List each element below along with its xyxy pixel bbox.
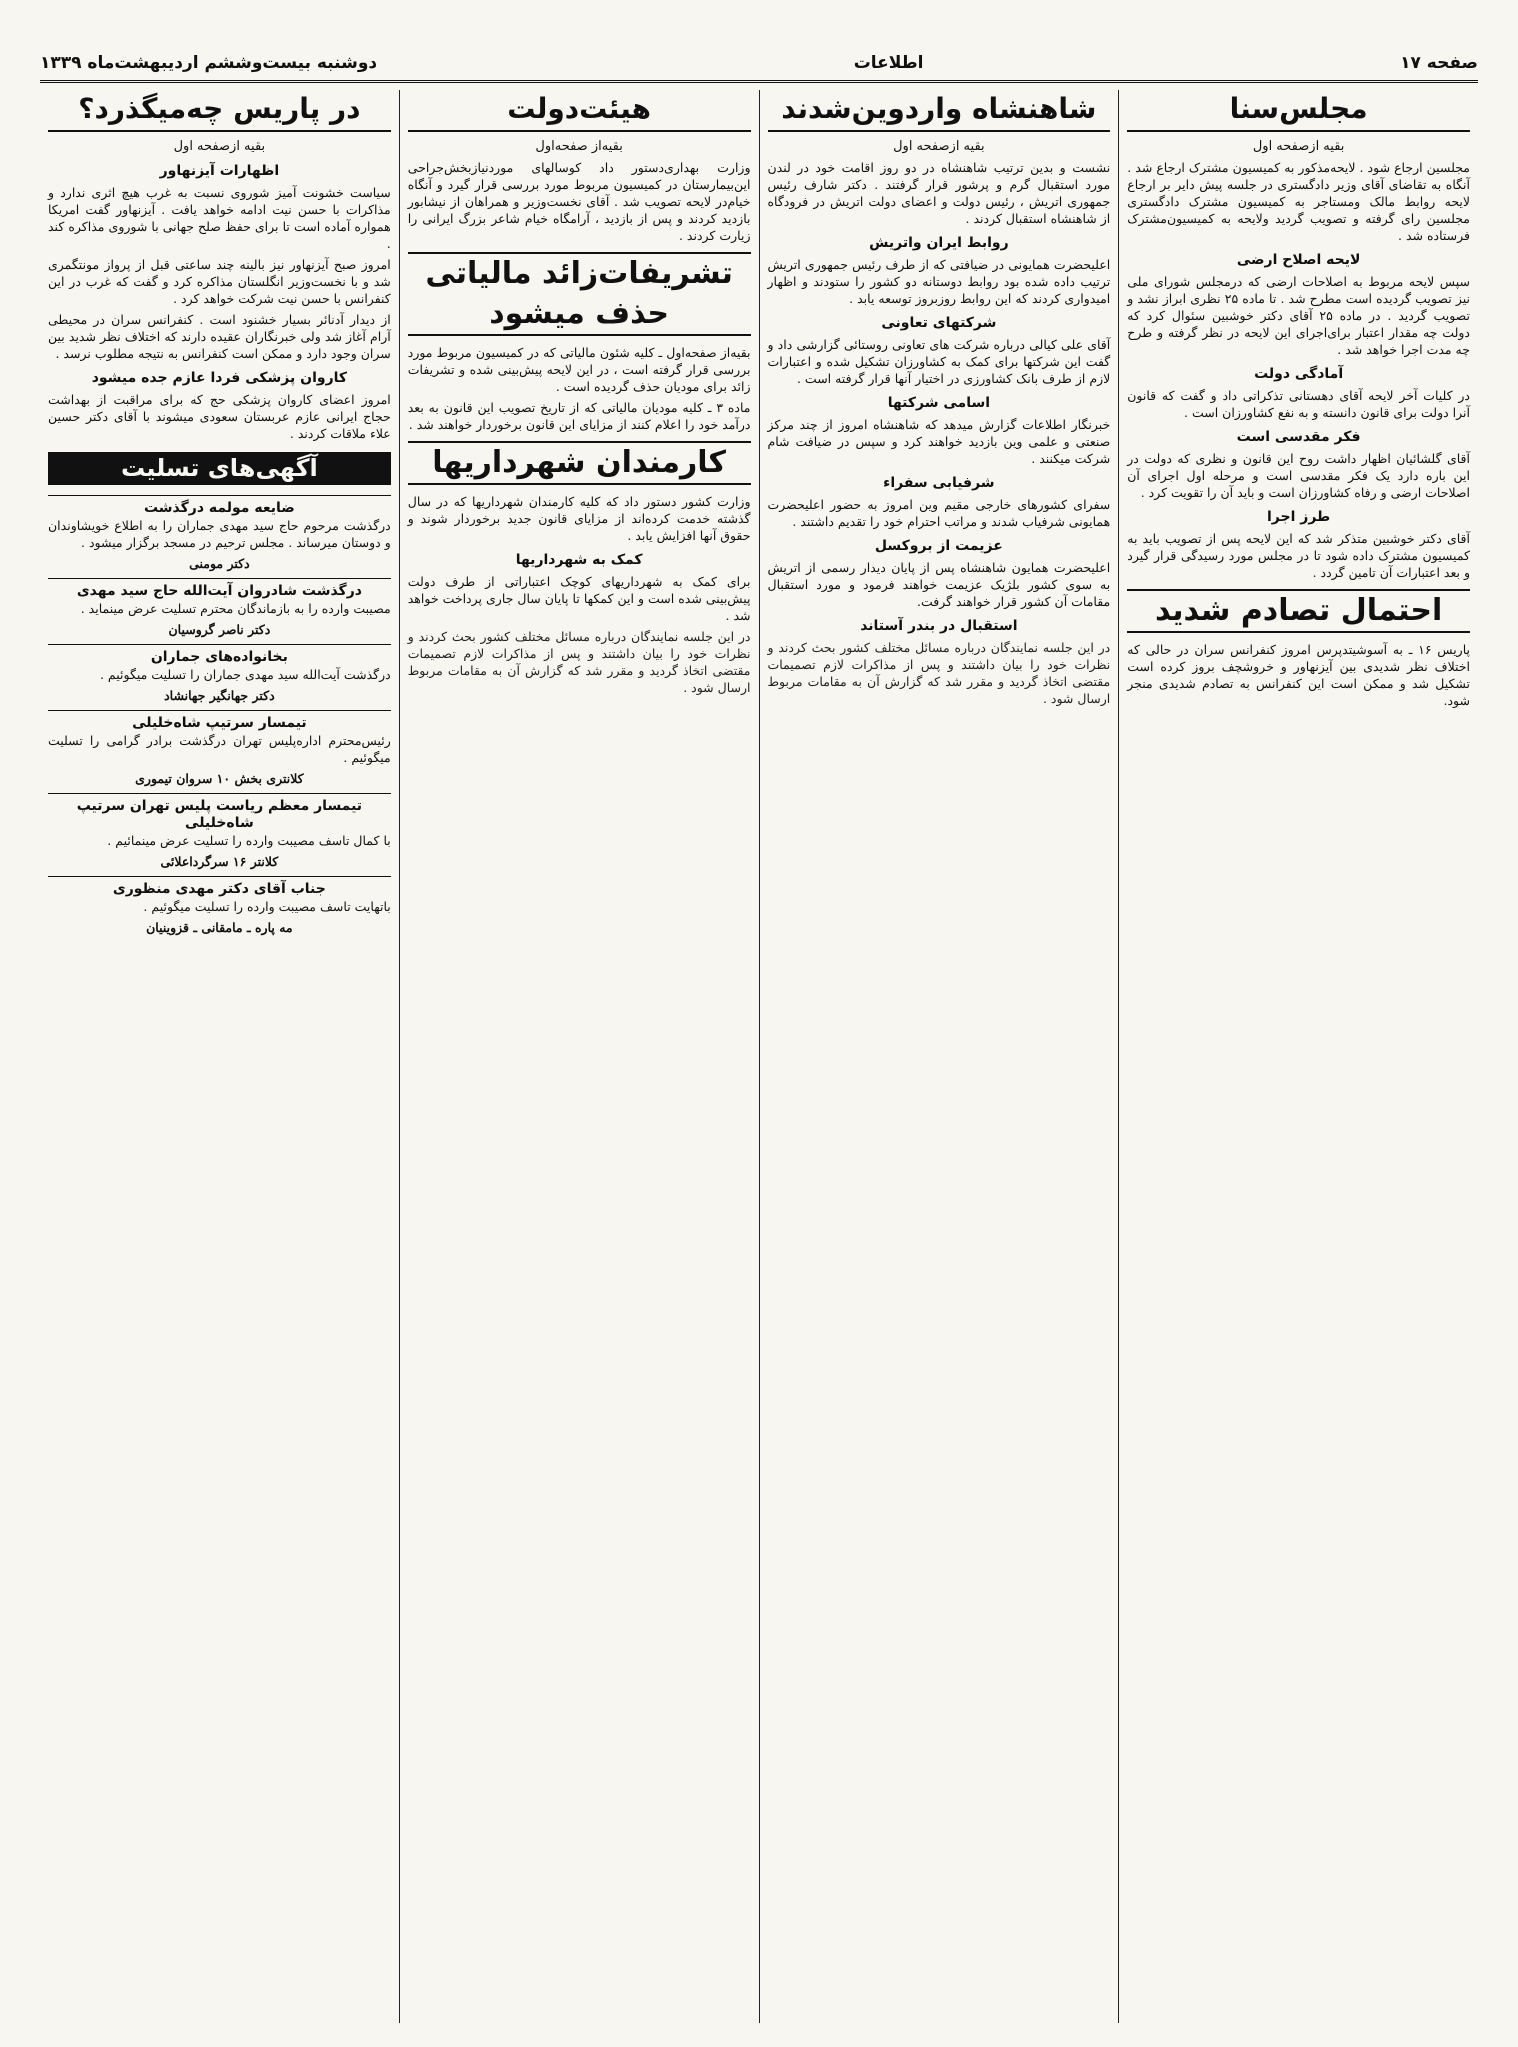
- section-heading: عزیمت از بروکسل: [874, 538, 1003, 554]
- subhead: بقیه ازصفحه اول: [893, 139, 985, 154]
- article-paragraph: ماده ۳ ـ کلیه مودیان مالیاتی که از تاریخ تصویب این قانون به بعد درآمد خود را اعلام کنند از مزایای این قانون برخوردار خواهند شد .: [407, 400, 751, 432]
- condolence-notices: [48, 495, 391, 940]
- notice-signature: کلانتر ۱۶ سرگرد‌اعلائی: [160, 854, 279, 869]
- notice-heading: بخانواده‌های جماران: [150, 649, 288, 665]
- article-paragraph: در کلیات آخر لایحه آقای دهستانی تذکراتی داد و گفت که قانون آنرا دولت برای قانون دانسته و به نفع کشاورزان است .: [1127, 388, 1470, 420]
- article-paragraph: خبرنگار اطلاعات گزارش میدهد که شاهنشاه امروز از چند مرکز صنعتی و علمی وین بازدید خواهند کرد و سپس در ضیافت شام شرکت میکنند .: [767, 417, 1111, 466]
- section-heading: روابط ایران واتریش: [869, 235, 1009, 251]
- section-heading: طرز اجرا: [1267, 509, 1331, 525]
- masthead: [40, 46, 1478, 83]
- headline-tax: تشریفات‌زائد مالیاتی حذف میشود: [408, 252, 751, 336]
- notice-signature: مه پاره ـ مامقانی ـ قزوینیان: [146, 920, 293, 935]
- article-paragraph: مجلسین ارجاع شود . لایحه‌مذکور به کمیسیون مشترک ارجاع شد . آنگاه به تقاضای آقای وزیر دادگستری در جلسه پیش دایر بر ارجاع لایحه روابط مالک ومستاجر به کمیسیون مشترک دادگستری مجلسین رای گرفته و تصویب گردید ولایحه به کمیسیون‌مشترک فرستاده شد .: [1127, 160, 1470, 243]
- condolence-notice: [48, 876, 391, 940]
- notice-text: باتهایت تاسف مصیبت وارده را تسلیت میگوئیم .: [143, 899, 391, 914]
- condolence-notice: [48, 710, 391, 791]
- article-paragraph: بقیه‌از صفحه‌اول ـ کلیه شئون مالیاتی که در کمیسیون مربوط مورد بررسی قرار گرفته است ، در این لایحه پیش‌بینی شده و تشریفات زائد برای مودیان حذف گردیده است .: [407, 345, 751, 394]
- article-paragraph: نشست و بدین ترتیب شاهنشاه در دو روز اقامت خود در لندن مورد استقبال گرم و پرشور قرار گرفتند . دکتر شارف رئیس جمهوری اتریش ، رئیس دولت و اعضای دولت اتریش در فرودگاه از شاهنشاه استقبال کردند .: [767, 160, 1111, 226]
- notice-text: درگذشت آیت‌الله سید مهدی جماران را تسلیت میگوئیم .: [99, 667, 391, 682]
- notice-heading: درگذشت شادروان آیت‌الله حاج سید مهدی: [76, 583, 362, 599]
- caravan-headline: کاروان پزشکی فردا عازم جده میشود: [91, 370, 348, 386]
- notice-heading: تیمسار معظم ریاست پلیس تهران سرتیپ شاه‌خلیلی: [76, 798, 363, 831]
- article-paragraph: امروز صبح آیزنهاور نیز بالینه چند ساعتی قبل از پرواز مونتگمری شد و با نخست‌وزیر انگلستان مذاکره کرد و گفت که غرب در این کنفرانس با حسن نیت شرکت خواهد کرد .: [48, 257, 391, 306]
- headline-municipal-workers: کارمندان شهرداریها: [408, 441, 751, 485]
- condolence-banner: آگهی‌های تسلیت: [48, 452, 391, 485]
- article-paragraph: سفرای کشورهای خارجی مقیم وین امروز به حضور اعلیحضرت همایونی شرفیاب شدند و مراتب احترام خود را تقدیم داشتند .: [767, 497, 1111, 529]
- article-paragraph: از دیدار آدنائر بسیار خشنود است . کنفرانس سران در محیطی آرام آغاز شد ولی خبرنگاران عقیده دارند که اختلاف نظر شدید بین سران وجود دارد و ممکن است کنفرانس به نتیجه مطلوب نرسد .: [48, 312, 391, 361]
- notice-heading: ضایعه مولمه درگذشت: [143, 500, 295, 516]
- notice-text: رئیس‌محترم اداره‌پلیس تهران درگذشت برادر گرامی را تسلیت میگوئیم .: [48, 733, 391, 765]
- article-paragraph: برای کمک به شهرداریهای کوچک اعتباراتی از طرف دولت پیش‌بینی شده است و این کمکها تا پایان سال جاری پرداخت خواهد شد .: [407, 574, 751, 623]
- subhead: بقیه‌از صفحه‌اول: [535, 139, 623, 154]
- notice-text: مصیبت وارده را به بازماندگان محترم تسلیت عرض مینماید .: [80, 601, 391, 616]
- notice-signature: دکتر جهانگیر جهانشاد: [164, 688, 275, 703]
- article-paragraph: اعلیحضرت همایون شاهنشاه پس از پایان دیدار رسمی از اتریش به سوی کشور بلژیک عزیمت خواهند فرمود و مورد استقبال مقامات آن کشور قرار خواهند گرفت.: [767, 560, 1111, 609]
- section-heading: اسامی شرکتها: [887, 395, 991, 411]
- article-paragraph: اعلیحضرت همایونی در ضیافتی که از طرف رئیس جمهوری اتریش ترتیب داده شده بود روابط دوستانه دو کشور را ستودند و اظهار امیدواری کردند که این روابط روزبروز توسعه یابد .: [767, 257, 1111, 306]
- headline-shahanshah: شاهنشاه واردوین‌شدند: [768, 90, 1111, 132]
- section-heading: آمادگی دولت: [1254, 366, 1344, 382]
- column-shahanshah: [759, 90, 1119, 2023]
- section-heading: شرکتهای تعاونی: [881, 315, 997, 331]
- article-paragraph: آقای علی کیالی درباره شرکت های تعاونی روستائی گزارشی داد و گفت این شرکتها برای کمک به کشاورزان تشکیل شده و اعتبارات لازم از طرف بانک کشاورزی در اختیار آنها قرار گرفته است .: [767, 337, 1111, 386]
- article-paragraph: پاریس ۱۶ ـ به آسوشیتدپرس امروز کنفرانس سران در حالی که اختلاف نظر شدیدی بین آیزنهاور و خروشچف بروز کرده است تشکیل شد و ممکن است این کنفرانس به تصادم شدیدی منجر شود.: [1127, 642, 1470, 708]
- article-paragraph: در این جلسه نمایندگان درباره مسائل مختلف کشور بحث کردند و نظرات خود را بیان داشتند و پس از مذاکرات لازم تصمیمات مقتضی اتخاذ گردید و مقرر شد که گزارش آن به مقامات مربوط ارسال شود .: [767, 640, 1111, 706]
- article-paragraph: سیاست خشونت آمیز شوروی نسبت به غرب هیچ اثری ندارد و مذاکرات با حسن نیت ادامه خواهد یافت . آیزنهاور گفت امریکا همواره آماده است تا برای حفظ صلح جهانی با شوروی مذاکره کند .: [48, 185, 391, 251]
- notice-text: درگذشت مرحوم حاج سید مهدی جماران را به اطلاع خویشاوندان و دوستان میرساند . مجلس ترحیم در مسجد برگزار میشود .: [48, 518, 391, 550]
- subhead: بقیه ازصفحه اول: [1252, 139, 1345, 154]
- column-cabinet: [399, 90, 759, 2023]
- headline-majlis-sena: مجلس‌سنا: [1127, 90, 1470, 132]
- condolence-notice: [48, 793, 391, 874]
- article-paragraph: در این جلسه نمایندگان درباره مسائل مختلف کشور بحث کردند و نظرات خود را بیان داشتند و پس از مذاکرات لازم تصمیمات مقتضی اتخاذ گردید و مقرر شد که گزارش آن به مقامات مربوط ارسال شود .: [407, 629, 751, 695]
- article-paragraph: وزارت کشور دستور داد که کلیه کارمندان شهرداریها که در سال گذشته خدمت کرده‌اند از مزایای قانون جدید برخوردار شوند و حقوق آنها افزایش یابد .: [407, 494, 751, 543]
- issue-date: دوشنبه بیست‌وششم اردیبهشت‌ماه ۱۳۳۹: [40, 53, 378, 73]
- section-heading: استقبال در بندر آستاند: [860, 618, 1018, 634]
- column-majlis-sena: [1118, 90, 1478, 2023]
- section-heading: فکر مقدسی است: [1236, 429, 1361, 445]
- page-number: صفحه ۱۷: [1400, 53, 1478, 73]
- headline-paris: در پاریس چه‌میگذرد؟: [48, 90, 391, 132]
- notice-text: با کمال تاسف مصیبت وارده را تسلیت عرض مینمائیم .: [107, 833, 391, 848]
- notice-signature: دکتر مومنی: [189, 556, 250, 571]
- notice-heading: جناب آقای دکتر مهدی منظوری: [112, 881, 326, 897]
- section-heading: کمک به شهرداریها: [515, 552, 643, 568]
- article-paragraph: امروز اعضای کاروان پزشکی حج که برای مراقبت از بهداشت حجاج ایرانی عازم عربستان سعودی میشوند با آقای دکتر حسین علاء ملاقات کردند .: [48, 392, 391, 441]
- notice-signature: دکتر ناصر گروسیان: [168, 622, 271, 637]
- section-heading: اظهارات آیزنهاور: [159, 163, 280, 179]
- article-paragraph: آقای گلشائیان اظهار داشت روح این قانون و نظری که دولت در این باره دارد یک فکر مقدسی است و مرحله اول اجرای آن اصلاحات ارضی و رفاه کشاورزان است و باید آن را تقویت کرد .: [1127, 451, 1470, 500]
- section-heading: شرفیابی سفراء: [883, 475, 995, 491]
- columns-container: [40, 90, 1478, 2023]
- section-heading: لایحه اصلاح ارضی: [1236, 252, 1361, 268]
- headline-clash: احتمال تصادم شدید: [1127, 589, 1470, 633]
- article-paragraph: وزارت بهداری‌دستور داد کوسالهای مورد‌نیاز‌بخش‌جراحی این‌بیمارستان در کمیسیون مربوط مورد بررسی قرار گیرد و آنگاه خیام‌در لایحه تصویب شد . آقای نخست‌وزیر و همراهان از نیشابور بازدید کردند و پس از بازدید ، آرامگاه خیام شاعر بزرگ ایرانی را زیارت کردند .: [407, 160, 751, 243]
- article-paragraph: سپس لایحه مربوط به اصلاحات ارضی که درمجلس شورای ملی نیز تصویب گردیده است مطرح شد . تا ماده ۲۵ نظری ابراز نشد و تصویب گردید . در ماده ۲۵ آقای دکتر خوشبین سئوال کرد که دولت چه مقدار اعتبار برای‌اجرای این لایحه در نظر گرفته و طرح چه مدت اجرا خواهد شد .: [1127, 274, 1470, 357]
- article-paragraph: آقای دکتر خوشبین متذکر شد که این لایحه پس از تصویب باید به کمیسیون مشترک داده شود تا در مجلس مورد رسیدگی قرار گیرد و بعد اعتبارات آن تامین گردد .: [1127, 531, 1470, 580]
- condolence-notice: [48, 495, 391, 576]
- condolence-notice: [48, 644, 391, 708]
- condolence-notice: [48, 578, 391, 642]
- notice-signature: کلانتری بخش ۱۰ سروان تیموری: [135, 771, 304, 786]
- headline-cabinet: هیئت‌دولت: [408, 90, 751, 132]
- notice-heading: تیمسار سرتیپ شاه‌خلیلی: [132, 715, 307, 731]
- paper-name: اطلاعات: [853, 53, 924, 73]
- subhead: بقیه ازصفحه اول: [173, 139, 266, 154]
- column-paris: [40, 90, 399, 2023]
